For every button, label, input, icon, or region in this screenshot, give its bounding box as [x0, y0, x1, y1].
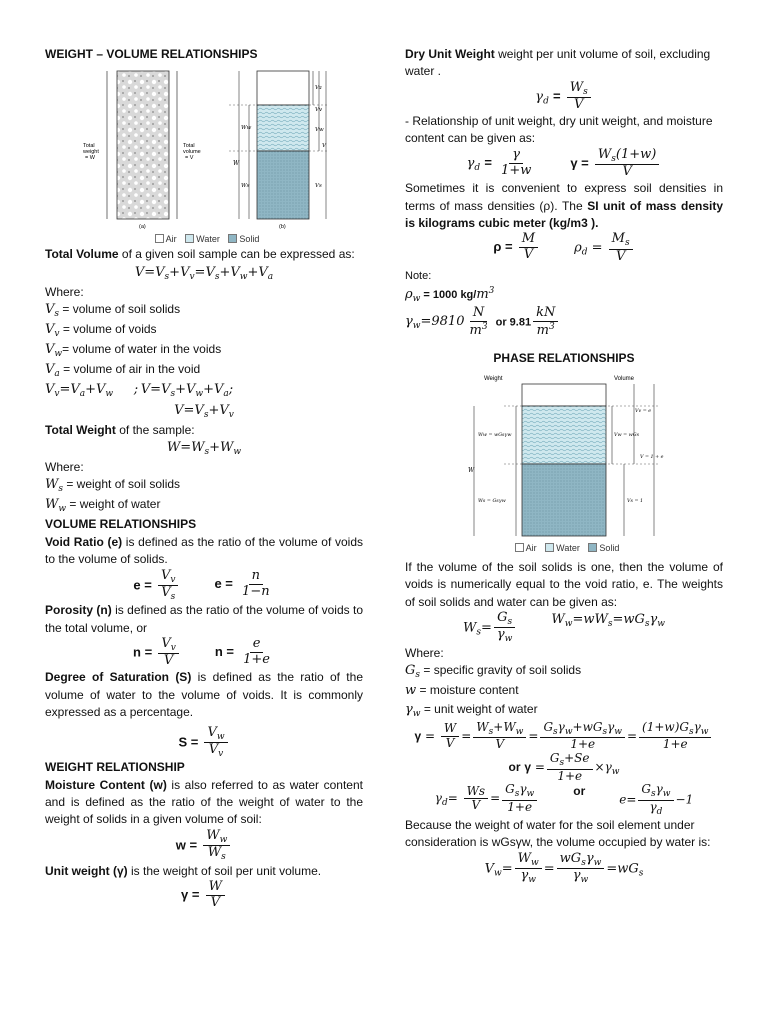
moisture-para: Moisture Content (w) is also referred to as water content and is defined as the ratio of the weight of water to the weight of solids in a given volume of soil: [45, 777, 363, 827]
def-vw: $V_w=$ volume of water in the voids [45, 342, 222, 360]
eq-unit-dry-relation: $\gamma_d$ = $\frac{\gamma}{1+w}$ γ = $\frac{W_s(1+w)}{V}$ [405, 148, 723, 180]
saturation-para: Degree of Saturation (S) is defined as the ratio of the volume of water to the volume of voids. It is commonly expressed as a percentage. [45, 670, 363, 720]
eq-total-volume: $V=V_s+V_v=V_s+V_w+V_a$ [134, 264, 274, 282]
dry-unit-para: Dry Unit Weight weight per unit volume of soil, excluding water . [405, 47, 711, 79]
def-w: w = moisture content [405, 683, 519, 699]
svg-text:= W: = W [85, 155, 95, 162]
eq-voids: $V_v=V_a+V_w$ ; $V=V_s+V_w+V_a$; [45, 382, 234, 400]
svg-text:Vs: Vs [315, 183, 322, 190]
heading-weight-relationship: WEIGHT RELATIONSHIP [45, 760, 185, 775]
where-label-2: Where: [45, 459, 84, 474]
fig1-total-volume-label: Total [183, 143, 195, 150]
def-ws: $W_s$ = weight of soil solids [45, 477, 181, 495]
eq-unit-weight: γ = $\frac{W}{V}$ [45, 880, 363, 911]
def-va: $V_a$ = volume of air in the void [45, 362, 201, 380]
svg-text:volume: volume [183, 149, 201, 156]
svg-text:W: W [468, 466, 475, 474]
svg-text:V = 1 + e: V = 1 + e [640, 454, 664, 460]
relationship-para: - Relationship of unit weight, dry unit weight, and moisture content can be given as: [405, 114, 713, 146]
svg-text:Ws: Ws [241, 183, 250, 190]
fig2-legend: Air Water Solid [405, 542, 723, 555]
svg-text:(b): (b) [279, 224, 286, 231]
svg-text:Ww: Ww [241, 125, 252, 132]
eq-saturation: S = $\frac{V_w}{V_v}$ [45, 726, 363, 760]
svg-text:Volume: Volume [614, 375, 635, 382]
right-column [405, 46, 723, 886]
eq-total-weight: $W=W_s+W_w$ [166, 439, 242, 457]
eq-total-volume-2: $V=V_s+V_v$ [174, 402, 234, 420]
svg-text:Va: Va [315, 85, 322, 92]
eq-porosity: n = $\frac{V_v}{V}$ n = $\frac{e}{1+e}$ [133, 636, 270, 669]
svg-text:weight: weight [83, 149, 99, 156]
eq-dry-unit: $\gamma_d$ = $\frac{W_s}{V}$ [405, 81, 723, 113]
solid-phase-2 [522, 464, 606, 536]
solid-phase [257, 151, 309, 219]
def-gs: $G_s$ = specific gravity of soil solids [405, 663, 582, 681]
eq-gamma-saturation: or γ = $\frac{G_s+Se}{1+e}$ $\times\gamma_w$ [508, 751, 620, 783]
water-phase [257, 105, 309, 151]
svg-text:= V: = V [185, 155, 194, 162]
note-gamma-w: $\gamma_w=9810$ $\frac{N}{m^3}$ or 9.81 $\frac{kN}{m^3}$ [405, 306, 723, 339]
def-ww: $W_w$ = weight of water [45, 497, 161, 515]
eq-phase-weights: $W_s=$ $\frac{G_s}{\gamma_w}$ $W_w=wW_s=wG_s\gamma_w$ [462, 610, 666, 645]
fig1-total-weight-label: Total [83, 143, 95, 150]
porosity-para: Porosity (n) is defined as the ratio of the volume of voids to the total volume, or [45, 603, 364, 635]
total-weight-para: Total Weight of the sample: [45, 422, 195, 437]
left-column [45, 46, 363, 911]
note-rho-w: $\rho_w = 1000$ $kg/m^3$ [405, 285, 495, 304]
where-label-right: Where: [405, 645, 444, 660]
water-phase-2 [522, 406, 606, 464]
svg-text:Weight: Weight [484, 375, 503, 382]
eq-densities: ρ = $\frac{M}{V}$ $\rho_d$ = $\frac{M_s}{V}$ [405, 232, 723, 264]
final-para: Because the weight of water for the soil element under consideration is wGsγw, the volume occupied by water is: [405, 818, 711, 850]
air-phase [257, 71, 309, 105]
where-label-1: Where: [45, 284, 84, 299]
eq-water-volume: $V_w=$ $\frac{W_w}{\gamma_w}$ = $\frac{wG_s\gamma_w}{\gamma_w}$ $=wG_s$ [484, 850, 644, 886]
heading-volume-relationships: VOLUME RELATIONSHIPS [45, 517, 197, 532]
svg-text:Ww = wGsγw: Ww = wGsγw [478, 432, 512, 438]
soil-phase-diagram-1 [79, 67, 329, 233]
svg-text:Vv = e: Vv = e [635, 408, 652, 414]
soil-phase-diagram-2 [464, 372, 664, 542]
svg-text:Vs = 1: Vs = 1 [627, 498, 644, 504]
svg-text:Vw = wGs: Vw = wGs [614, 432, 640, 438]
def-gw: $\gamma_w$ = unit weight of water [405, 702, 538, 720]
unit-weight-para: Unit weight (γ) is the weight of soil per unit volume. [45, 863, 322, 878]
svg-text:Ws = Gsγw: Ws = Gsγw [478, 498, 506, 504]
svg-text:V: V [322, 143, 326, 150]
eq-void-ratio: e = $\frac{V_v}{V_s}$ e = $\frac{n}{1-n}$ [133, 567, 270, 602]
svg-text:Vv: Vv [315, 107, 323, 114]
density-para: Sometimes it is convenient to express soil densities in terms of mass densities (ρ). The SI unit of mass density is kilograms cubic meter (kg/m3 ). [405, 181, 723, 230]
eq-moisture: w = $\frac{W_w}{W_s}$ [45, 829, 363, 863]
total-volume-para: Total Volume of a given soil sample can be expressed as: [45, 247, 355, 262]
void-ratio-para: Void Ratio (e) is defined as the ratio of the volume of voids to the volume of solids. [45, 534, 363, 567]
legend-air-swatch [155, 234, 164, 243]
fig1-legend: Air Water Solid [45, 233, 363, 246]
svg-text:(a): (a) [139, 224, 146, 231]
eq-gamma-expanded: γ = $\frac{W}{V}$ = $\frac{W_s+W_w}{V}$ = $\frac{G_s\gamma_w+wG_s\gamma_w}{1+e}$ = $\frac{(1+w)G_s\gamma_w}{1+e}$ [405, 721, 723, 752]
def-vv: $V_v$ = volume of voids [45, 322, 157, 340]
soil-sample-column [117, 71, 169, 219]
svg-text:W: W [233, 160, 240, 168]
svg-text:Vw: Vw [315, 127, 324, 134]
legend-water-swatch [185, 234, 194, 243]
heading-weight-volume: WEIGHT – VOLUME RELATIONSHIPS [45, 47, 258, 61]
note-label: Note: [405, 269, 432, 282]
legend-solid-swatch [228, 234, 237, 243]
air-phase-2 [522, 384, 606, 406]
def-vs: $V_s$ = volume of soil solids [45, 302, 181, 320]
phase-para: If the volume of the soil solids is one, then the volume of voids is numerically equal to the void ratio, e. The weights of soil solids and water can be given as: [405, 559, 723, 609]
eq-dry-unit-phase: $\gamma_d=$ $\frac{Ws}{V}$ = $\frac{G_s\gamma_w}{1+e}$ or e= $\frac{G_s\gamma_w}{\gamma_d}$ −1 [434, 782, 694, 817]
heading-phase-relationships: PHASE RELATIONSHIPS [493, 351, 635, 366]
